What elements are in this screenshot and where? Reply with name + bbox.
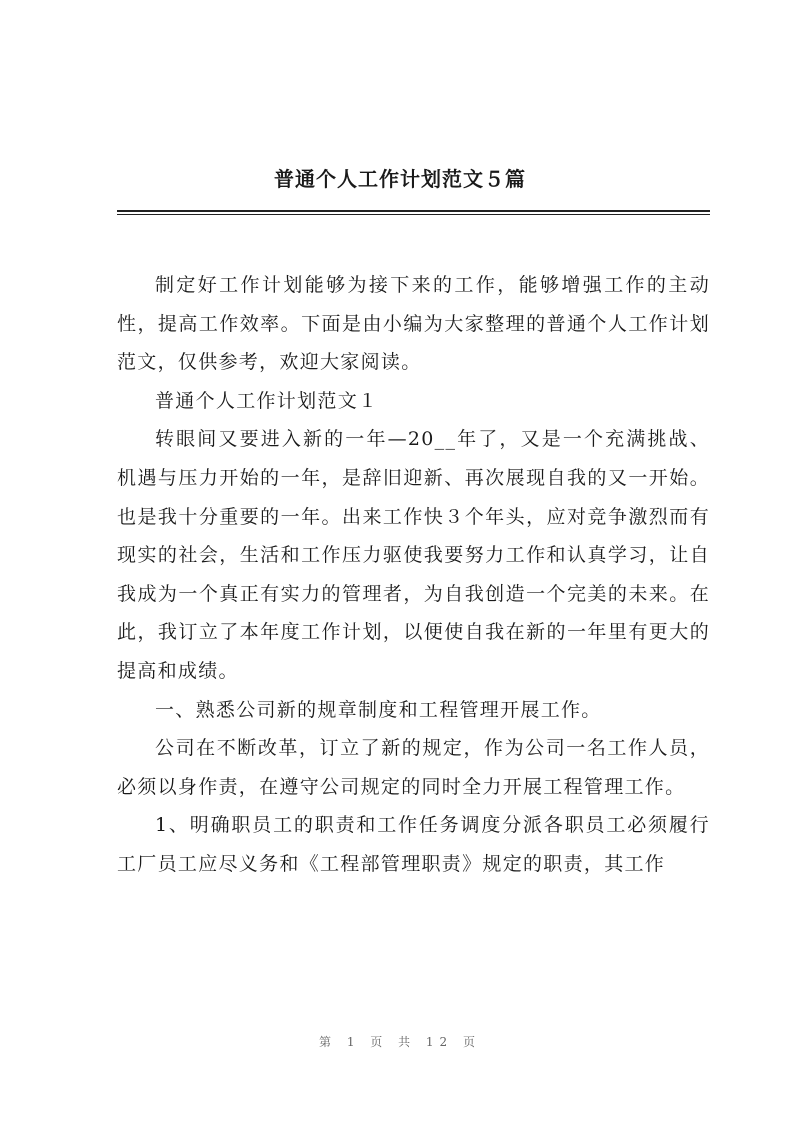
paragraph-intro: 制定好工作计划能够为接下来的工作，能够增强工作的主动性，提高工作效率。下面是由小编为大家整理的普通个人工作计划范文，仅供参考，欢迎大家阅读。 bbox=[117, 274, 710, 374]
title-rule-thick bbox=[117, 210, 710, 212]
paragraph-item-1: 1、明确职员工的职责和工作任务调度分派各职员工必须履行工厂员工应尽义务和《工程部管理职责》规定的职责，其工作 bbox=[117, 814, 710, 875]
title-rule-thin bbox=[117, 214, 710, 215]
paragraph-section-1-heading: 一、熟悉公司新的规章制度和工程管理开展工作。 bbox=[155, 698, 602, 721]
document-body bbox=[117, 266, 710, 884]
paragraph-sample-1-intro: 转眼间又要进入新的一年—20__年了，又是一个充满挑战、机遇与压力开始的一年，是辞旧迎新、再次展现自我的又一开始。也是我十分重要的一年。出来工作快３个年头，应对竞争激烈而有现实的社会，生活和工作压力驱使我要努力工作和认真学习，让自我成为一个真正有实力的管理者，为自我创造一个完美的未来。在此，我订立了本年度工作计划，以便使自我在新的一年里有更大的提高和成绩。 bbox=[117, 428, 710, 682]
document-title: 普通个人工作计划范文５篇 bbox=[274, 167, 526, 191]
paragraph-section-1-body: 公司在不断改革，订立了新的规定，作为公司一名工作人员，必须以身作责，在遵守公司规定的同时全力开展工程管理工作。 bbox=[117, 737, 710, 798]
page-number-footer: 第 1 页 共 12 页 bbox=[319, 1035, 481, 1049]
paragraph-heading-sample-1: 普通个人工作计划范文１ bbox=[155, 389, 379, 412]
